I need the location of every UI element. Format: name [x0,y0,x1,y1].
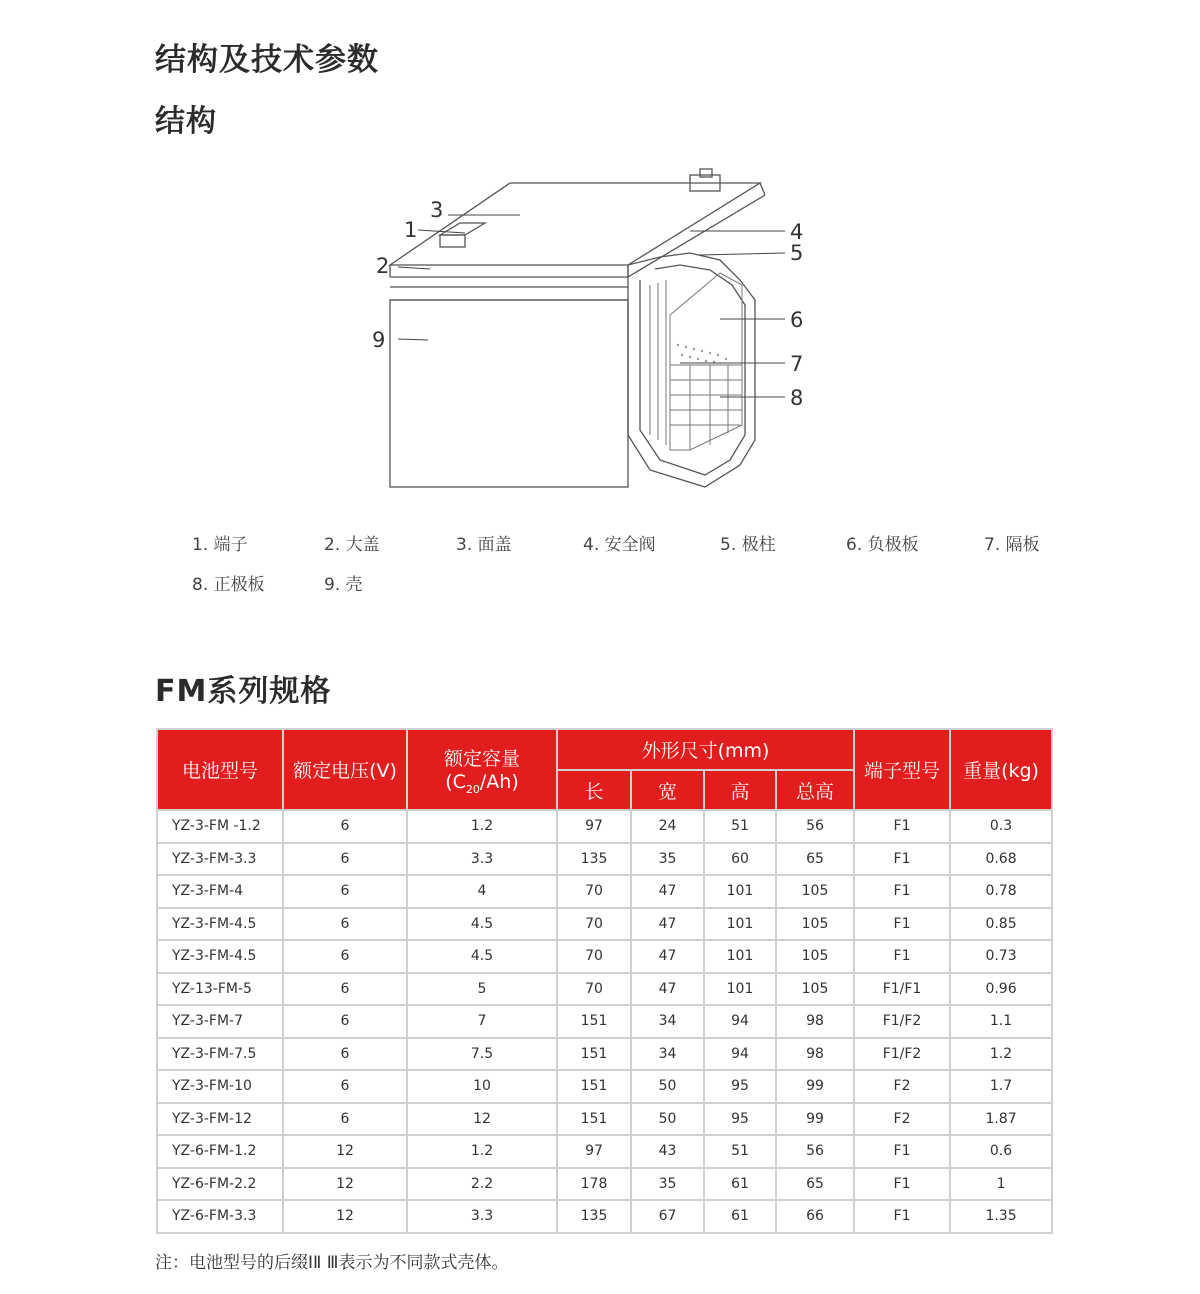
cell-length: 135 [557,1200,631,1233]
cell-terminal: F1 [854,1200,950,1233]
cell-height: 101 [704,908,776,941]
cell-terminal: F1 [854,940,950,973]
table-row [157,843,1052,876]
cell-model: YZ-3-FM -1.2 [157,810,283,843]
diagram-label-2: 2 [376,254,390,278]
battery-structure-diagram [360,165,840,500]
table-row [157,1070,1052,1103]
header-terminal: 端子型号 [854,729,950,810]
cell-height: 94 [704,1038,776,1071]
cell-capacity: 3.3 [407,1200,557,1233]
cell-capacity: 12 [407,1103,557,1136]
cell-height: 101 [704,973,776,1006]
cell-total-height: 105 [776,973,854,1006]
cell-voltage: 12 [283,1200,407,1233]
header-capacity-unit: /Ah) [479,770,519,793]
cell-weight: 1 [950,1168,1052,1201]
diagram-label-6: 6 [790,308,804,332]
diagram-label-1: 1 [404,218,418,242]
table-row [157,875,1052,908]
legend-item: 5. 极柱 [720,535,776,555]
cell-width: 35 [631,843,704,876]
cell-length: 151 [557,1038,631,1071]
cell-voltage: 6 [283,1103,407,1136]
cell-capacity: 4.5 [407,940,557,973]
cell-width: 47 [631,940,704,973]
cell-width: 47 [631,973,704,1006]
cell-weight: 1.7 [950,1070,1052,1103]
cell-height: 61 [704,1168,776,1201]
cell-voltage: 12 [283,1168,407,1201]
cell-model: YZ-3-FM-10 [157,1070,283,1103]
cell-total-height: 56 [776,1135,854,1168]
cell-total-height: 98 [776,1038,854,1071]
cell-terminal: F1/F1 [854,973,950,1006]
header-voltage: 额定电压(V) [283,729,407,810]
cell-width: 35 [631,1168,704,1201]
diagram-label-4: 4 [790,220,804,244]
table-row [157,1135,1052,1168]
cell-length: 151 [557,1005,631,1038]
cell-weight: 1.35 [950,1200,1052,1233]
legend-item: 3. 面盖 [456,535,512,555]
cell-weight: 0.6 [950,1135,1052,1168]
cell-length: 97 [557,810,631,843]
legend-item: 2. 大盖 [324,535,380,555]
cell-terminal: F1/F2 [854,1005,950,1038]
cell-height: 51 [704,1135,776,1168]
table-row [157,1038,1052,1071]
cell-weight: 0.73 [950,940,1052,973]
cell-capacity: 5 [407,973,557,1006]
cell-voltage: 6 [283,875,407,908]
header-total-height: 总高 [776,770,854,810]
footnote: 注：电池型号的后缀ⅠⅡ Ⅲ表示为不同款式壳体。 [155,1253,509,1273]
cell-model: YZ-3-FM-4.5 [157,908,283,941]
spec-table-body [157,810,1052,1233]
cell-height: 101 [704,875,776,908]
cell-model: YZ-3-FM-7 [157,1005,283,1038]
cell-length: 70 [557,973,631,1006]
structure-heading: 结构 [155,104,217,139]
cell-height: 60 [704,843,776,876]
cell-voltage: 6 [283,1005,407,1038]
cell-terminal: F1/F2 [854,1038,950,1071]
cell-terminal: F2 [854,1103,950,1136]
cell-total-height: 105 [776,940,854,973]
cell-height: 95 [704,1070,776,1103]
cell-weight: 1.2 [950,1038,1052,1071]
table-row [157,1103,1052,1136]
cell-terminal: F1 [854,810,950,843]
cell-length: 178 [557,1168,631,1201]
cell-width: 34 [631,1005,704,1038]
cell-total-height: 56 [776,810,854,843]
cell-height: 101 [704,940,776,973]
cell-weight: 1.87 [950,1103,1052,1136]
cell-capacity: 2.2 [407,1168,557,1201]
cell-width: 50 [631,1103,704,1136]
cell-length: 151 [557,1070,631,1103]
cell-voltage: 6 [283,973,407,1006]
cell-total-height: 105 [776,908,854,941]
cell-weight: 0.3 [950,810,1052,843]
header-capacity-line1: 额定容量 [443,747,520,770]
cell-length: 70 [557,940,631,973]
cell-capacity: 1.2 [407,1135,557,1168]
header-height: 高 [704,770,776,810]
cell-voltage: 6 [283,940,407,973]
header-capacity-c: (C [445,770,466,793]
cell-model: YZ-3-FM-7.5 [157,1038,283,1071]
spec-table [156,728,1053,1234]
header-capacity-sub: 20 [465,782,480,796]
header-dimensions: 外形尺寸(mm) [557,729,854,770]
cell-length: 97 [557,1135,631,1168]
cell-width: 47 [631,908,704,941]
cell-weight: 0.78 [950,875,1052,908]
cell-terminal: F1 [854,875,950,908]
cell-terminal: F1 [854,1168,950,1201]
cell-length: 70 [557,908,631,941]
cell-total-height: 65 [776,1168,854,1201]
cell-width: 34 [631,1038,704,1071]
table-row [157,908,1052,941]
cell-capacity: 1.2 [407,810,557,843]
cell-voltage: 12 [283,1135,407,1168]
cell-weight: 0.85 [950,908,1052,941]
diagram-label-8: 8 [790,386,804,410]
cell-height: 61 [704,1200,776,1233]
legend-item: 1. 端子 [192,535,248,555]
page-title: 结构及技术参数 [155,42,379,78]
legend-item: 7. 隔板 [984,535,1040,555]
cell-width: 67 [631,1200,704,1233]
cell-terminal: F1 [854,843,950,876]
cell-voltage: 6 [283,1038,407,1071]
cell-terminal: F1 [854,908,950,941]
cell-weight: 1.1 [950,1005,1052,1038]
lid-top [390,183,760,265]
cell-total-height: 105 [776,875,854,908]
cell-total-height: 99 [776,1103,854,1136]
diagram-label-7: 7 [790,352,804,376]
header-length: 长 [557,770,631,810]
cell-capacity: 4.5 [407,908,557,941]
cell-weight: 0.68 [950,843,1052,876]
cell-model: YZ-3-FM-4.5 [157,940,283,973]
legend-item: 9. 壳 [324,575,363,595]
cell-length: 151 [557,1103,631,1136]
cell-voltage: 6 [283,908,407,941]
cell-width: 24 [631,810,704,843]
legend-item: 6. 负极板 [846,535,919,555]
cell-capacity: 7 [407,1005,557,1038]
diagram-label-3: 3 [430,198,444,222]
header-model: 电池型号 [157,729,283,810]
legend-item: 8. 正极板 [192,575,265,595]
table-row [157,1005,1052,1038]
cell-height: 95 [704,1103,776,1136]
cell-total-height: 99 [776,1070,854,1103]
diagram-label-5: 5 [790,241,804,265]
cell-capacity: 10 [407,1070,557,1103]
cell-total-height: 98 [776,1005,854,1038]
cell-model: YZ-3-FM-12 [157,1103,283,1136]
cell-model: YZ-6-FM-3.3 [157,1200,283,1233]
table-row [157,940,1052,973]
cell-terminal: F1 [854,1135,950,1168]
cell-total-height: 66 [776,1200,854,1233]
cell-capacity: 3.3 [407,843,557,876]
cell-height: 94 [704,1005,776,1038]
cell-terminal: F2 [854,1070,950,1103]
table-row [157,1200,1052,1233]
cell-capacity: 4 [407,875,557,908]
cell-voltage: 6 [283,843,407,876]
cell-model: YZ-6-FM-2.2 [157,1168,283,1201]
header-weight: 重量(kg) [950,729,1052,810]
cell-width: 47 [631,875,704,908]
table-row [157,810,1052,843]
cell-model: YZ-3-FM-4 [157,875,283,908]
cell-model: YZ-13-FM-5 [157,973,283,1006]
table-row [157,1168,1052,1201]
cell-total-height: 65 [776,843,854,876]
legend-item: 4. 安全阀 [583,535,656,555]
cell-height: 51 [704,810,776,843]
cell-capacity: 7.5 [407,1038,557,1071]
cell-model: YZ-6-FM-1.2 [157,1135,283,1168]
cell-length: 70 [557,875,631,908]
cell-length: 135 [557,843,631,876]
cell-model: YZ-3-FM-3.3 [157,843,283,876]
cell-weight: 0.96 [950,973,1052,1006]
series-heading: FM系列规格 [155,674,332,709]
diagram-label-9: 9 [372,328,386,352]
header-width: 宽 [631,770,704,810]
cell-width: 50 [631,1070,704,1103]
header-capacity [407,729,557,810]
table-row [157,973,1052,1006]
cell-voltage: 6 [283,810,407,843]
cell-voltage: 6 [283,1070,407,1103]
cell-width: 43 [631,1135,704,1168]
